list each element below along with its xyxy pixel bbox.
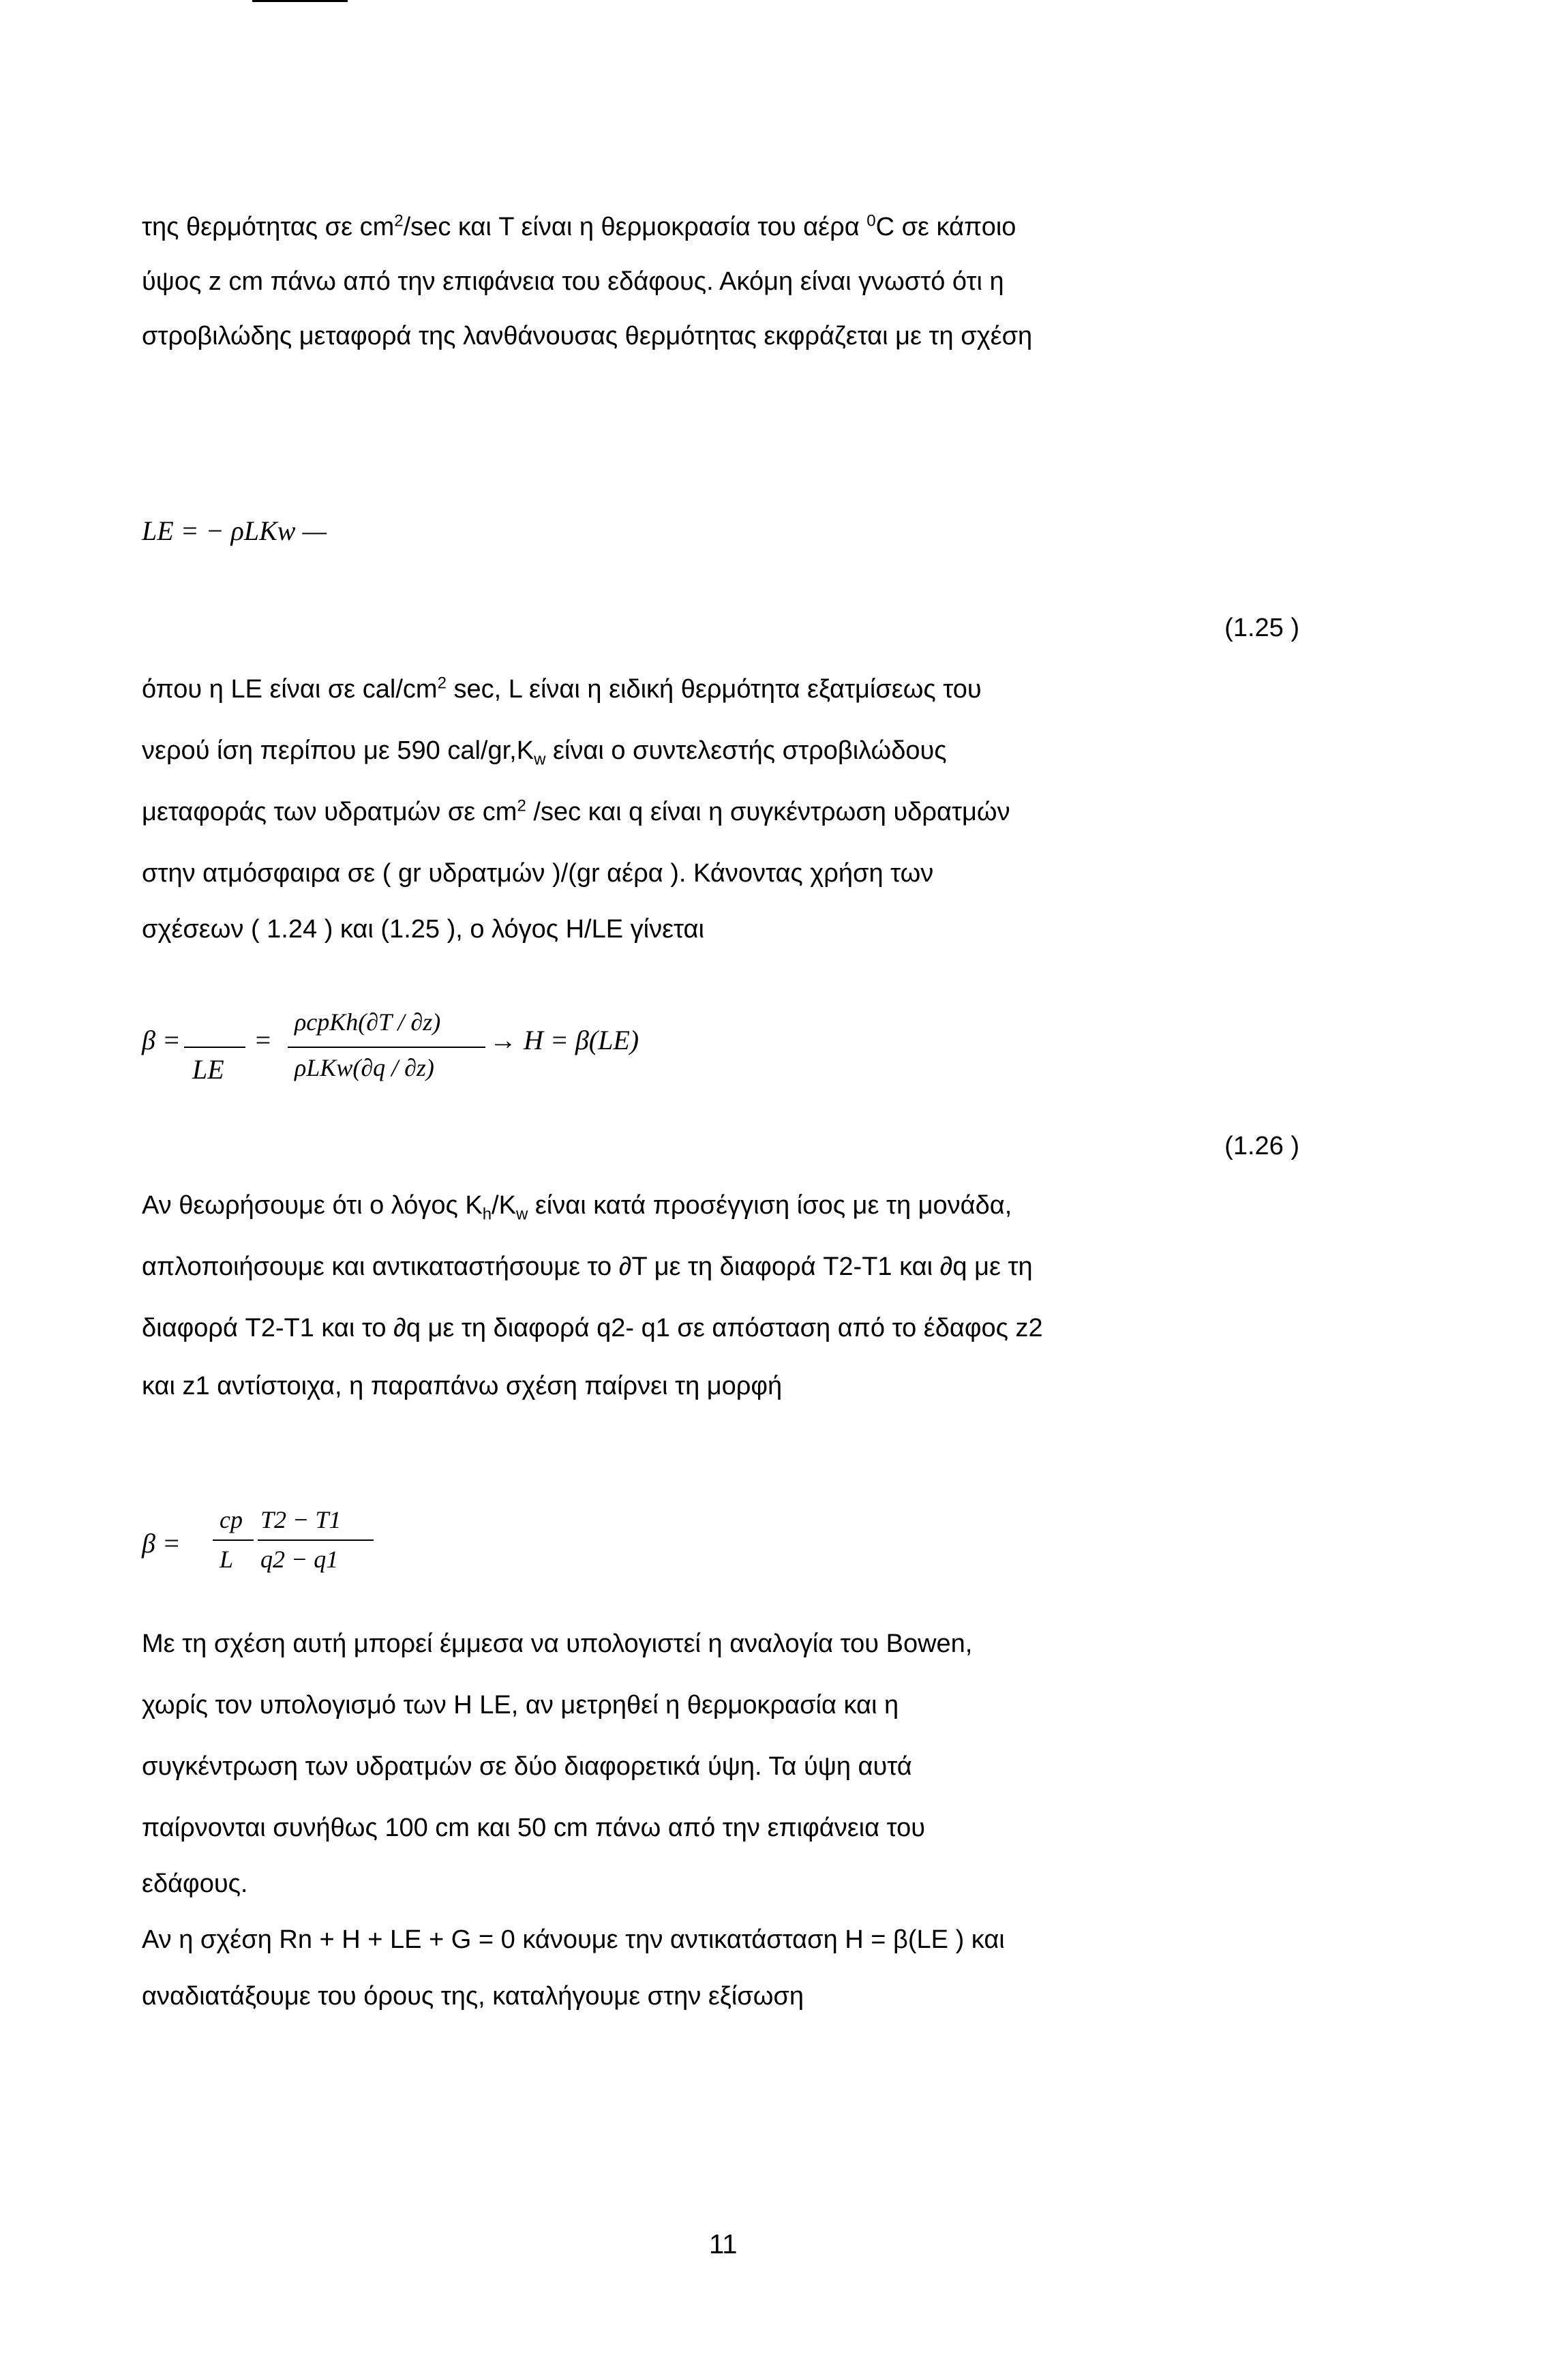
paragraph-4-line-2: χωρίς τον υπολογισμό των H LE, αν μετρηθεί η θερμοκρασία και η <box>142 1691 899 1719</box>
fraction-bar-3 <box>213 1539 254 1541</box>
equation-bowen-numerator-1: cp <box>220 1506 243 1533</box>
equation-1-26-equals: = <box>254 1025 272 1055</box>
paragraph-3-line-2: απλοποιήσουμε και αντικαταστήσουμε το ∂T με τη διαφορά T2-T1 και ∂q με τη <box>142 1252 1033 1281</box>
equation-bowen-beta: β = <box>142 1528 181 1559</box>
paragraph-2-line-5: σχέσεων ( 1.24 ) και (1.25 ), ο λόγος H/LE γίνεται <box>142 915 704 944</box>
equation-bowen-denominator-1: L <box>220 1546 234 1573</box>
page-number: 11 <box>709 2229 738 2259</box>
equation-bowen-numerator-2: T2 − T1 <box>260 1506 342 1533</box>
paragraph-2-line-2: νερού ίση περίπου με 590 cal/$gr,K_w$ είναι ο συντελεστής στροβιλώδους <box>142 736 947 769</box>
fraction-bar-2 <box>288 1047 485 1048</box>
equation-1-26-rhs: → H = β(LE) <box>489 1025 639 1055</box>
top-rule <box>252 0 348 2</box>
paragraph-4-line-1: Με τη σχέση αυτή μπορεί έμμεσα να υπολογιστεί η αναλογία του Bowen, <box>142 1629 973 1658</box>
paragraph-3-line-4: και z1 αντίστοιχα, η παραπάνω σχέση παίρνει τη μορφή <box>142 1372 783 1400</box>
equation-1-26-numerator-2: ρcpKh(∂T / ∂z) <box>295 1008 441 1036</box>
equation-1-25: LE = − ρLKw — <box>142 515 327 546</box>
paragraph-2-line-4: στην ατμόσφαιρα σε ( gr υδρατμών )/(gr αέρα ). Κάνοντας χρήση των <box>142 859 934 888</box>
paragraph-4-line-3: συγκέντρωση των υδρατμών σε δύο διαφορετικά ύψη. Τα ύψη αυτά <box>142 1752 912 1781</box>
paragraph-2-line-1: όπου η LE είναι σε cal/$cm^2$ sec, L είναι η ειδική θερμότητα εξατμίσεως του <box>142 674 982 704</box>
equation-1-26-beta: β = <box>142 1025 181 1055</box>
paragraph-4-line-5: εδάφους. <box>142 1869 248 1898</box>
paragraph-3-line-1: Αν θεωρήσουμε ότι ο λόγος $K_h/K_w$ είναι κατά προσέγγιση ίσος με τη μονάδα, <box>142 1191 1012 1224</box>
paragraph-5-line-1: Αν η σχέση Rn + H + LE + G = 0 κάνουμε την αντικατάσταση H = β(LE ) και <box>142 1925 1005 1954</box>
equation-bowen-denominator-2: q2 − q1 <box>260 1546 339 1573</box>
paragraph-1-line-3: στροβιλώδης μεταφορά της λανθάνουσας θερμότητας εκφράζεται με τη σχέση <box>142 322 1033 350</box>
fraction-bar-4 <box>258 1539 374 1541</box>
paragraph-4-line-4: παίρνονται συνήθως 100 cm και 50 cm πάνω από την επιφάνεια του <box>142 1814 925 1842</box>
paragraph-3-line-3: διαφορά T2-T1 και το ∂q με τη διαφορά q2- q1 σε απόσταση από το έδαφος z2 <box>142 1314 1043 1342</box>
paragraph-1-line-1: της θερμότητας σε $cm^2/\sec$ και T είναι η θερμοκρασία του αέρα $^0$C σε κάποιο <box>142 211 1016 241</box>
equation-1-26-denominator-2: ρLKw(∂q / ∂z) <box>295 1054 434 1081</box>
equation-1-26-denominator-1: LE <box>192 1054 224 1085</box>
equation-number-1-26: (1.26 ) <box>1224 1132 1299 1160</box>
paragraph-2-line-3: μεταφοράς των υδρατμών σε $cm^2$ /sec και q είναι η συγκέντρωση υδρατμών <box>142 796 1010 826</box>
fraction-bar-1 <box>184 1047 245 1048</box>
equation-number-1-25: (1.25 ) <box>1224 614 1299 642</box>
paragraph-5-line-2: αναδιατάξουμε του όρους της, καταλήγουμε στην εξίσωση <box>142 1982 804 2011</box>
paragraph-1-line-2: ύψος z cm πάνω από την επιφάνεια του εδάφους. Ακόμη είναι γνωστό ότι η <box>142 267 1004 296</box>
